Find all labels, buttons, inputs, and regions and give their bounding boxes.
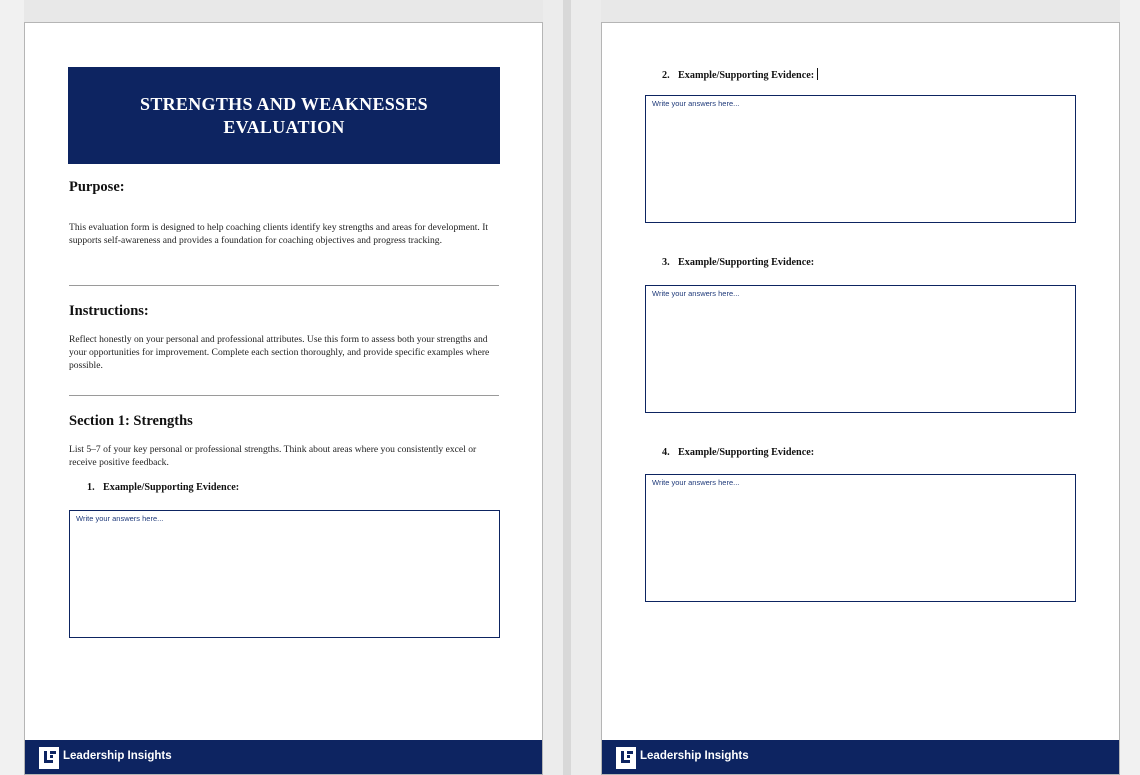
- purpose-text: This evaluation form is designed to help coaching clients identify key strengths and areas for development. It supports self-awareness and provides a foundation for coaching objectives and progress tracking.: [69, 222, 489, 246]
- section1-heading: Section 1: Strengths: [69, 413, 193, 429]
- document-title: STRENGTHS AND WEAKNESSES EVALUATION: [140, 93, 428, 137]
- list-item-3: [662, 257, 814, 268]
- answer-placeholder: Write your answers here...: [76, 514, 164, 523]
- answer-box-2[interactable]: [645, 95, 1076, 223]
- list-item-label: Example/Supporting Evidence:: [678, 447, 815, 458]
- answer-placeholder: Write your answers here...: [652, 289, 740, 298]
- divider-rule: [69, 285, 499, 286]
- list-item-label: Example/Supporting Evidence:: [678, 70, 815, 81]
- text-cursor: [817, 68, 818, 80]
- footer-brand: Leadership Insights: [640, 750, 749, 762]
- list-item-number: 3.: [662, 257, 670, 268]
- leadership-insights-logo-icon: [616, 747, 636, 769]
- answer-placeholder: Write your answers here...: [652, 478, 740, 487]
- list-item-label: Example/Supporting Evidence:: [103, 482, 240, 493]
- workspace-margin-right: [1120, 0, 1140, 775]
- page-footer: [602, 740, 1119, 774]
- instructions-text: Reflect honestly on your personal and professional attributes. Use this form to assess both your strengths and your opportunities for improvement. Complete each section thoroughly, and provide specific examples where possible.: [69, 334, 490, 371]
- section1-text: List 5–7 of your key personal or professional strengths. Think about areas where you consistently excel or receive positive feedback.: [69, 444, 477, 468]
- answer-box-3[interactable]: [645, 285, 1076, 413]
- footer-brand: Leadership Insights: [63, 750, 172, 762]
- list-item-1: [87, 482, 239, 493]
- list-item-number: 4.: [662, 447, 670, 458]
- purpose-heading: Purpose:: [69, 179, 125, 195]
- answer-box-1[interactable]: [69, 510, 500, 638]
- list-item-4: [662, 447, 814, 458]
- list-item-2: [662, 68, 818, 81]
- page-footer: [25, 740, 542, 774]
- list-item-label: Example/Supporting Evidence:: [678, 257, 815, 268]
- workspace-page-gap: [543, 0, 601, 775]
- leadership-insights-logo-icon: [39, 747, 59, 769]
- document-page-1[interactable]: [24, 22, 543, 775]
- document-page-2[interactable]: [601, 22, 1120, 775]
- answer-placeholder: Write your answers here...: [652, 99, 740, 108]
- instructions-heading: Instructions:: [69, 303, 149, 319]
- title-banner: [68, 67, 500, 164]
- list-item-number: 1.: [87, 482, 95, 493]
- list-item-number: 2.: [662, 70, 670, 81]
- answer-box-4[interactable]: [645, 474, 1076, 602]
- divider-rule: [69, 395, 499, 396]
- workspace-margin-left: [0, 0, 24, 775]
